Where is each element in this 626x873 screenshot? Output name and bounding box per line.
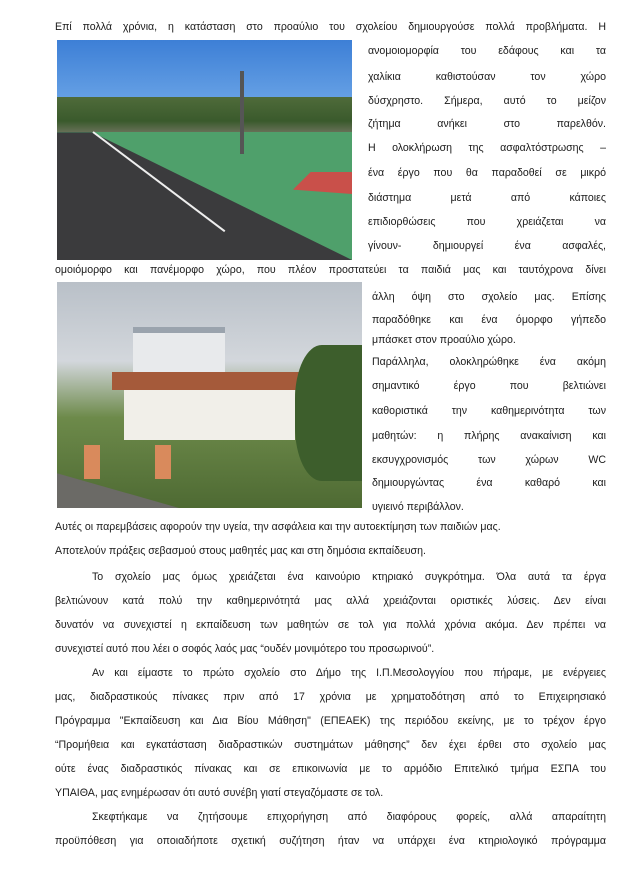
text-line: προϋπόθεση για οποιαδήποτε σχετική συζήτηση ήταν να υπάρχει ένα κτηριολογικό πρόγραμμα <box>55 835 606 847</box>
text-line: εκσυγχρονισμός των χώρων WC <box>372 454 606 466</box>
text-line: Πρόγραμμα "Εκπαίδευση και Δια Βίου Μάθηση" (ΕΠΕΑΕΚ) της περιόδου εκείνης, με το τρέχον έργο <box>55 715 606 727</box>
text-line: Επί πολλά χρόνια, η κατάσταση στο προαύλιο του σχολείου δημιουργούσε πολλά προβλήματα. Η <box>55 21 606 33</box>
renovated-wc-building-photo <box>57 282 362 508</box>
text-line: δυνατόν να συνεχιστεί η εκπαίδευση των μαθητών σε τολ για πολλά χρόνια ακόμα. Δεν πρέπει να <box>55 619 606 631</box>
text-line: Σκεφτήκαμε να ζητήσουμε επιχορήγηση από διαφόρους φορείς, αλλά απαραίτητη <box>92 811 606 823</box>
text-line: διάστημα μετά από κάποιες <box>368 192 606 204</box>
text-line: Η ολοκλήρωση της ασφαλτόστρωσης – <box>368 142 606 154</box>
text-line: ΥΠΑΙΘΑ, μας ενημέρωσαν ότι αυτό συνέβη γιατί στεγαζόμαστε σε τολ. <box>55 787 384 799</box>
text-line: ομοιόμορφο και πανέμορφο χώρο, που πλέον προστατεύει τα παιδιά μας και ταυτόχρονα δίνει <box>55 264 606 276</box>
text-line: μας, διαδραστικούς πίνακες πριν από 17 χρόνια με χρηματοδότηση από το Επιχειρησιακό <box>55 691 606 703</box>
text-line: μαθητών: η πλήρης ανακαίνιση και <box>372 430 606 442</box>
text-line: επιδιορθώσεις που χρειάζεται να <box>368 216 606 228</box>
text-line: σημαντικό έργο που βελτιώνει <box>372 380 606 392</box>
text-line: ένα έργο που θα παραδοθεί σε μικρό <box>368 167 606 179</box>
text-line: χαλίκια καθιστούσαν τον χώρο <box>368 71 606 83</box>
text-line: Αυτές οι παρεμβάσεις αφορούν την υγεία, την ασφάλεια και την αυτοεκτίμηση των παιδιών μας. <box>55 521 501 533</box>
text-line: “Προμήθεια και εγκατάσταση διαδραστικών συστημάτων μάθησης” δεν έχει έρθει στο σχολείο μας <box>55 739 606 751</box>
text-line: Αποτελούν πράξεις σεβασμού στους μαθητές μας και στη δημόσια εκπαίδευση. <box>55 545 426 557</box>
text-line: καθοριστικά την καθημερινότητα των <box>372 405 606 417</box>
text-line: ζήτημα ανήκει στο παρελθόν. <box>368 118 606 130</box>
text-line: δημιουργώντας ένα καθαρό και <box>372 477 606 489</box>
basketball-court-photo <box>57 40 352 260</box>
text-line: δύσχρηστο. Σήμερα, αυτό το μείζον <box>368 95 606 107</box>
text-line: συνεχιστεί αυτό που λέει ο σοφός λαός μας “ουδέν μονιμότερο του προσωρινού”. <box>55 643 435 655</box>
text-line: υγιεινό περιβάλλον. <box>372 501 464 513</box>
text-line: άλλη όψη στο σχολείο μας. Επίσης <box>372 291 606 303</box>
text-line: μπάσκετ στον προαύλιο χώρο. <box>372 334 516 346</box>
text-line: γίνουν- δημιουργεί ένα ασφαλές, <box>368 240 606 252</box>
text-line: Αν και είμαστε το πρώτο σχολείο στο Δήμο της Ι.Π.Μεσολογγίου που πήραμε, με ενέργειες <box>92 667 606 679</box>
text-line: Το σχολείο μας όμως χρειάζεται ένα καινούριο κτηριακό συγκρότημα. Όλα αυτά τα έργα <box>92 571 606 583</box>
text-line: ανομοιομορφία του εδάφους και τα <box>368 45 606 57</box>
text-line: Παράλληλα, ολοκληρώθηκε ένα ακόμη <box>372 356 606 368</box>
text-line: βελτιώνουν κατά πολύ την καθημερινότητά μας αλλά χρειάζονται οριστικές λύσεις. Δεν είναι <box>55 595 606 607</box>
text-line: ούτε ένας διαδραστικός πίνακας και σε επικοινωνία με το αρμόδιο Επιτελικό τμήμα ΕΣΠΑ του <box>55 763 606 775</box>
text-line: παραδόθηκε και ένα όμορφο γήπεδο <box>372 314 606 326</box>
